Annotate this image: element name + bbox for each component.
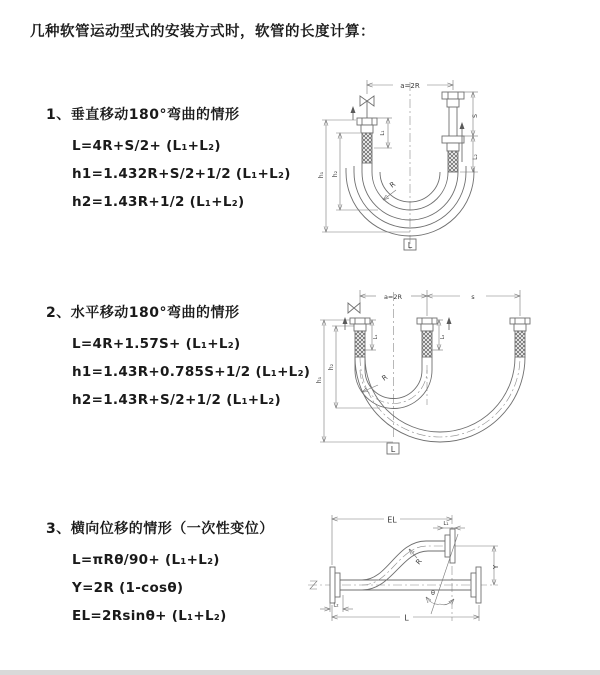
left-pipe-assembly: [357, 118, 377, 172]
formula-line: L=πRθ/90+ (L₁+L₂): [72, 552, 220, 568]
dim-top-span: [367, 80, 453, 94]
formula-line: h1=1.432R+S/2+1/2 (L₁+L₂): [72, 166, 291, 182]
lower-right-flange: [471, 567, 481, 603]
formula-line: L=4R+S/2+ (L₁+L₂): [72, 138, 221, 154]
r-label: R: [380, 373, 390, 383]
valve-icon: [360, 96, 374, 118]
y-label: Y: [492, 564, 500, 570]
section-3-formulas: [46, 546, 274, 630]
section-2: [46, 302, 310, 414]
el-label: EL: [387, 515, 397, 525]
section-3-heading: 3、横向位移的情形（一次性变位）: [46, 521, 274, 537]
h1-label: h₁: [316, 376, 323, 384]
r-label: R: [388, 180, 398, 190]
diagram-vertical-180-bend: [310, 70, 590, 260]
radius-leader: [383, 180, 397, 200]
r-label: R: [414, 557, 424, 567]
h2-label: h₂: [332, 170, 339, 178]
s-label: S: [472, 114, 479, 118]
left-flange: [330, 567, 340, 603]
section-1-formulas: [46, 132, 291, 216]
diagram-horizontal-180-bend: [310, 280, 600, 460]
page-title: 几种软管运动型式的安装方式时，软管的长度计算：: [30, 24, 375, 40]
dim-metal-end-left: [320, 595, 353, 612]
dim-stroke-s: [464, 92, 479, 136]
dim-metal-end-middle: [432, 320, 446, 350]
section-2-heading: 2、水平移动180°弯曲的情形: [46, 305, 240, 321]
section-2-formulas: [46, 330, 310, 414]
section-1-heading: 1、垂直移动180°弯曲的情形: [46, 107, 240, 123]
l2-label: L₂: [333, 602, 339, 609]
formula-line: Y=2R (1-cosθ): [72, 580, 184, 596]
l1-label: L₁: [380, 130, 386, 136]
hose-s-curve: [362, 541, 445, 590]
length-label: L: [407, 241, 413, 250]
middle-pipe-assembly: [417, 318, 437, 370]
diagram-lateral-displacement: [300, 505, 600, 645]
offset-label: s: [471, 292, 475, 301]
section-1: [46, 104, 291, 216]
length-label: L: [390, 445, 396, 454]
dim-top-spans: [360, 290, 520, 316]
formula-line: h1=1.43R+0.785S+1/2 (L₁+L₂): [72, 364, 311, 380]
formula-line: EL=2Rsinθ+ (L₁+L₂): [72, 608, 227, 624]
dim-length: [332, 602, 479, 623]
dim-h1: [316, 320, 393, 442]
l-label: L: [404, 613, 409, 623]
dim-metal-end-top: [433, 521, 465, 528]
dim-metal-end-left: [365, 320, 379, 350]
valve-icon: [348, 303, 360, 313]
right-pipe-assembly: [442, 92, 464, 172]
l2-label: L₂: [472, 154, 479, 160]
h1-label: h₁: [318, 171, 325, 179]
page-bottom-edge: [0, 670, 600, 675]
l1-label: L₁: [373, 334, 379, 340]
right-pipe-assembly: [510, 318, 530, 357]
formula-line: L=4R+1.57S+ (L₁+L₂): [72, 336, 241, 352]
span-label: a=2R: [400, 81, 420, 90]
h2-label: h₂: [328, 363, 335, 371]
hose-u-bends: [355, 357, 525, 442]
l2-label: L₂: [440, 334, 446, 340]
formula-line: h2=1.43R+1/2 (L₁+L₂): [72, 194, 245, 210]
span-label: a=2R: [383, 292, 403, 301]
l1-label: L₁: [443, 521, 449, 527]
left-pipe-assembly: [350, 318, 370, 357]
dim-el: [332, 515, 452, 565]
theta-label: θ: [431, 589, 435, 597]
formula-line: h2=1.43R+S/2+1/2 (L₁+L₂): [72, 392, 281, 408]
section-3: [46, 518, 274, 630]
